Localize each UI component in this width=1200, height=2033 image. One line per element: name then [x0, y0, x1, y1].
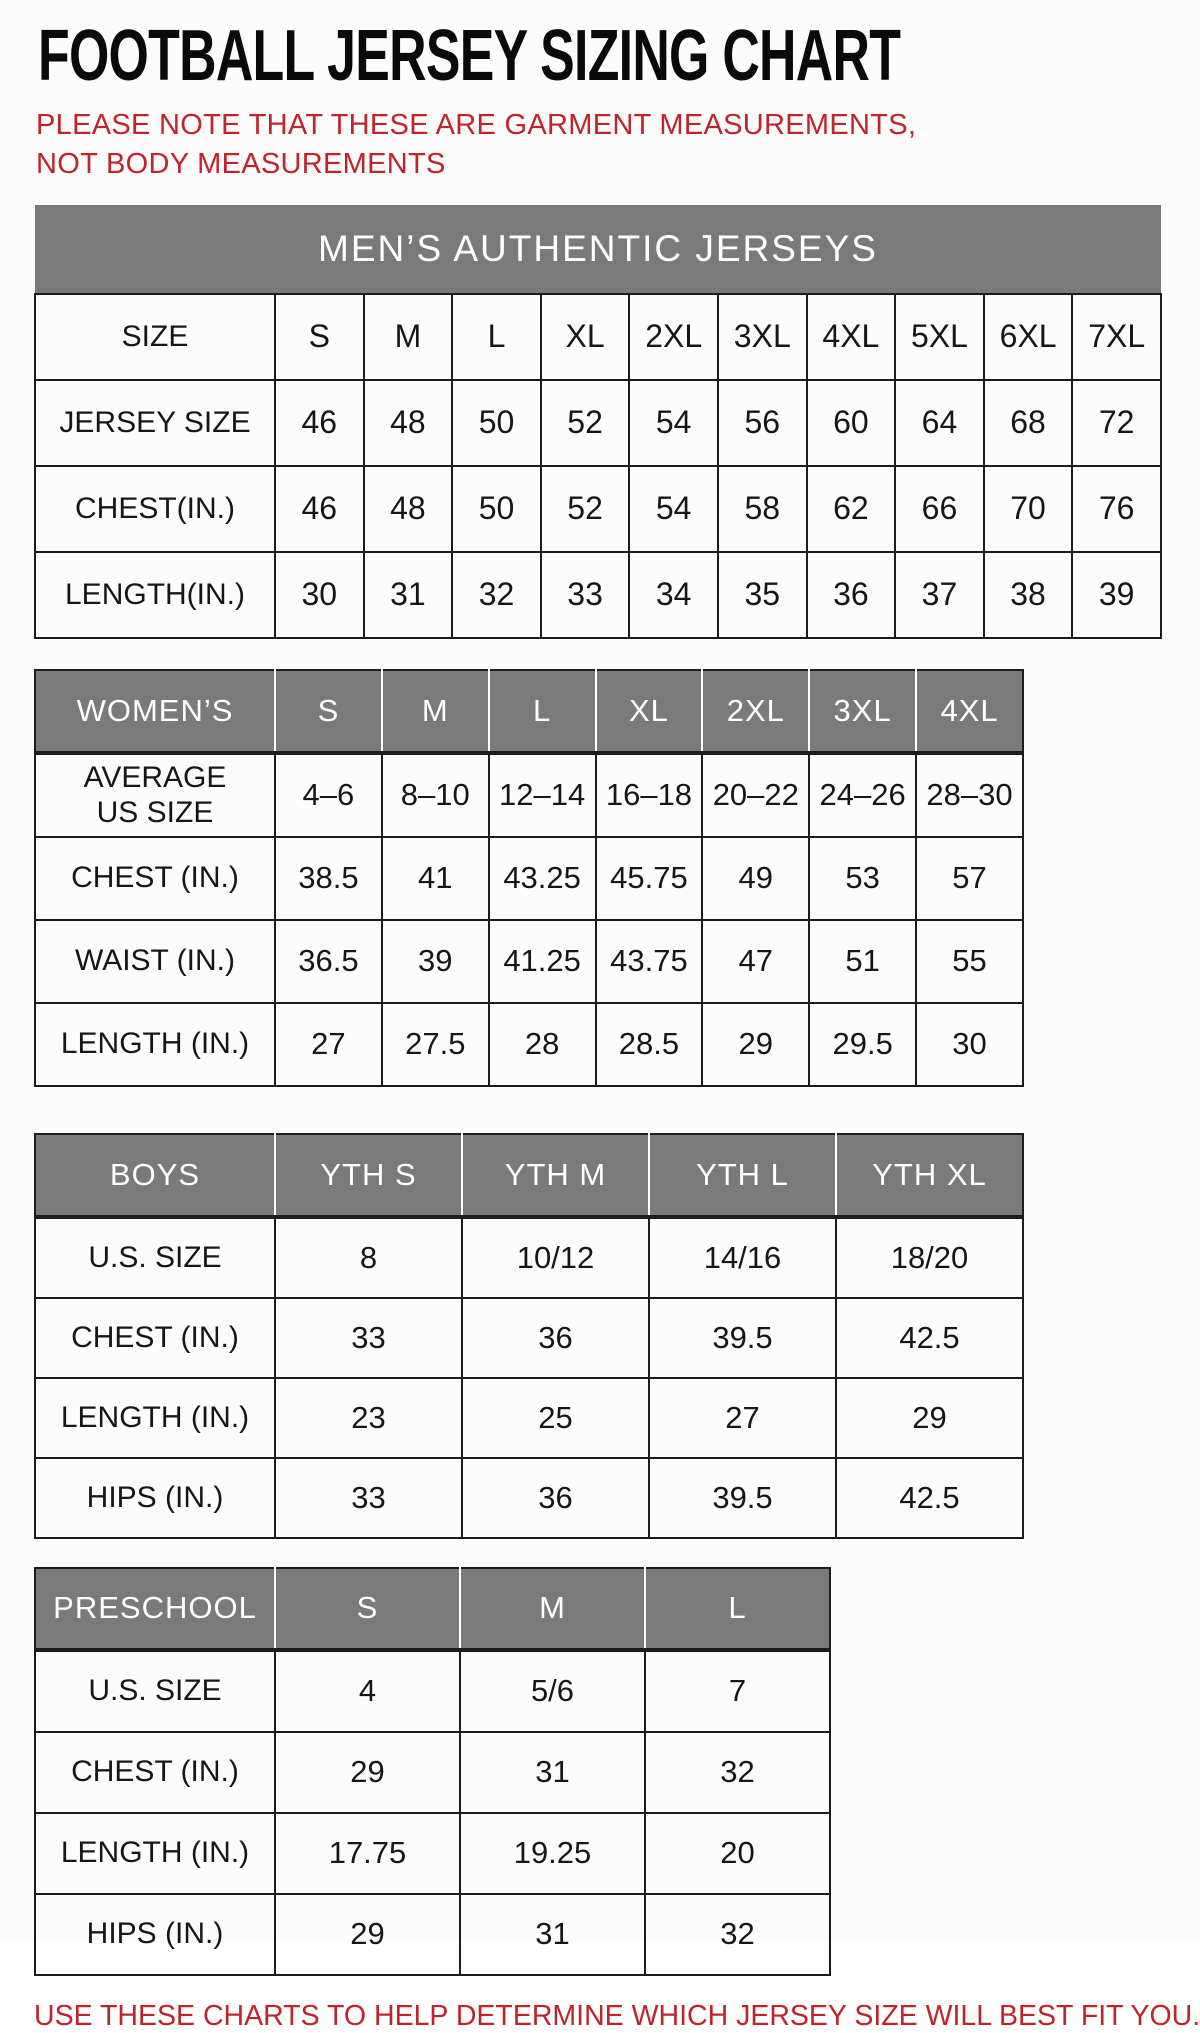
size-header-cell: S: [275, 670, 382, 753]
table-cell: 4XL: [807, 294, 896, 380]
table-cell: 46: [275, 380, 364, 466]
table-cell: 37: [895, 552, 984, 638]
table-cell: 32: [645, 1732, 830, 1813]
table-cell: 68: [984, 380, 1073, 466]
size-header-cell: L: [645, 1568, 830, 1650]
table-cell: 24–26: [809, 753, 916, 837]
table-cell: 64: [895, 380, 984, 466]
table-cell: 36: [807, 552, 896, 638]
table-cell: 23: [275, 1378, 462, 1458]
size-header-cell: 3XL: [809, 670, 916, 753]
row-label: HIPS (IN.): [35, 1894, 275, 1975]
table-cell: 66: [895, 466, 984, 552]
preschool-table: [34, 1567, 831, 1976]
table-cell: 29: [702, 1003, 809, 1086]
table-cell: 72: [1072, 380, 1161, 466]
size-header-cell: M: [460, 1568, 645, 1650]
table-cell: 43.75: [596, 920, 703, 1003]
table-cell: 56: [718, 380, 807, 466]
size-header-cell: 2XL: [702, 670, 809, 753]
table-cell: 46: [275, 466, 364, 552]
table-cell: 32: [645, 1894, 830, 1975]
row-label: LENGTH (IN.): [35, 1378, 275, 1458]
preschool-header-row: [35, 1568, 830, 1650]
row-label: LENGTH (IN.): [35, 1003, 275, 1086]
boys-header-row: [35, 1134, 1023, 1217]
table-cell: 39.5: [649, 1298, 836, 1378]
row-label: CHEST(IN.): [35, 466, 275, 552]
table-cell: 29: [275, 1894, 460, 1975]
row-label: SIZE: [35, 294, 275, 380]
table-cell: 54: [629, 466, 718, 552]
row-label: CHEST (IN.): [35, 837, 275, 920]
row-label: CHEST (IN.): [35, 1732, 275, 1813]
table-cell: 52: [541, 466, 630, 552]
table-cell: L: [452, 294, 541, 380]
size-header-cell: 4XL: [916, 670, 1023, 753]
size-header-cell: YTH M: [462, 1134, 649, 1217]
table-cell: 5/6: [460, 1650, 645, 1732]
table-row: [35, 466, 1161, 552]
table-row: [35, 1458, 1023, 1538]
table-cell: 36.5: [275, 920, 382, 1003]
table-row: [35, 380, 1161, 466]
size-header-cell: XL: [596, 670, 703, 753]
table-cell: 36: [462, 1298, 649, 1378]
table-cell: 20: [645, 1813, 830, 1894]
table-cell: 38: [984, 552, 1073, 638]
row-label: U.S. SIZE: [35, 1650, 275, 1732]
table-cell: 41.25: [489, 920, 596, 1003]
table-row: [35, 1732, 830, 1813]
table-cell: 19.25: [460, 1813, 645, 1894]
page-title: FOOTBALL JERSEY SIZING CHART: [38, 16, 901, 96]
table-row: [35, 1813, 830, 1894]
table-cell: 10/12: [462, 1217, 649, 1298]
table-cell: 49: [702, 837, 809, 920]
table-cell: 50: [452, 466, 541, 552]
table-cell: 29: [836, 1378, 1023, 1458]
size-header-cell: YTH XL: [836, 1134, 1023, 1217]
table-cell: 48: [364, 380, 453, 466]
table-cell: 29.5: [809, 1003, 916, 1086]
table-cell: 50: [452, 380, 541, 466]
table-cell: 55: [916, 920, 1023, 1003]
table-cell: 34: [629, 552, 718, 638]
row-label: HIPS (IN.): [35, 1458, 275, 1538]
table-cell: 42.5: [836, 1298, 1023, 1378]
table-cell: 8: [275, 1217, 462, 1298]
table-row: [35, 1298, 1023, 1378]
table-cell: M: [364, 294, 453, 380]
table-cell: 76: [1072, 466, 1161, 552]
table-cell: 32: [452, 552, 541, 638]
table-cell: 3XL: [718, 294, 807, 380]
table-row: [35, 1003, 1023, 1086]
table-cell: 6XL: [984, 294, 1073, 380]
table-cell: 8–10: [382, 753, 489, 837]
table-cell: 5XL: [895, 294, 984, 380]
table-cell: 31: [460, 1894, 645, 1975]
table-cell: 39: [1072, 552, 1161, 638]
table-cell: 43.25: [489, 837, 596, 920]
table-cell: 52: [541, 380, 630, 466]
table-cell: 2XL: [629, 294, 718, 380]
row-label: U.S. SIZE: [35, 1217, 275, 1298]
table-cell: 38.5: [275, 837, 382, 920]
table-cell: 53: [809, 837, 916, 920]
table-cell: 60: [807, 380, 896, 466]
table-row: [35, 1378, 1023, 1458]
table-cell: 31: [364, 552, 453, 638]
table-cell: 33: [275, 1458, 462, 1538]
table-cell: 51: [809, 920, 916, 1003]
table-cell: 28–30: [916, 753, 1023, 837]
row-label: LENGTH(IN.): [35, 552, 275, 638]
table-cell: 27: [649, 1378, 836, 1458]
table-cell: 33: [541, 552, 630, 638]
table-cell: 30: [916, 1003, 1023, 1086]
table-cell: 57: [916, 837, 1023, 920]
table-cell: 27.5: [382, 1003, 489, 1086]
womens-header-label: WOMEN’S: [35, 670, 275, 753]
table-cell: 33: [275, 1298, 462, 1378]
table-cell: XL: [541, 294, 630, 380]
table-cell: 7: [645, 1650, 830, 1732]
row-label-text: AVERAGE US SIZE: [83, 761, 227, 830]
table-row: [35, 837, 1023, 920]
size-header-cell: YTH S: [275, 1134, 462, 1217]
table-cell: 58: [718, 466, 807, 552]
table-cell: 42.5: [836, 1458, 1023, 1538]
table-row: [35, 1894, 830, 1975]
table-cell: 39: [382, 920, 489, 1003]
table-cell: 31: [460, 1732, 645, 1813]
boys-header-label: BOYS: [35, 1134, 275, 1217]
table-cell: 36: [462, 1458, 649, 1538]
table-cell: 25: [462, 1378, 649, 1458]
size-header-cell: S: [275, 1568, 460, 1650]
table-cell: 28: [489, 1003, 596, 1086]
table-cell: 29: [275, 1732, 460, 1813]
table-row: [35, 294, 1161, 380]
table-cell: 28.5: [596, 1003, 703, 1086]
table-row: [35, 753, 1023, 837]
table-cell: 14/16: [649, 1217, 836, 1298]
mens-authentic-jerseys-table: [34, 205, 1162, 639]
table-cell: 27: [275, 1003, 382, 1086]
mens-banner-row: [35, 205, 1161, 294]
table-row: [35, 552, 1161, 638]
table-cell: S: [275, 294, 364, 380]
womens-table: [34, 669, 1024, 1087]
row-label: WAIST (IN.): [35, 920, 275, 1003]
size-header-cell: L: [489, 670, 596, 753]
table-cell: 48: [364, 466, 453, 552]
footer-note-text: USE THESE CHARTS TO HELP DETERMINE WHICH JERSEY SIZE WILL BEST FIT YOU.: [34, 1999, 1200, 2032]
table-row: [35, 920, 1023, 1003]
row-label: LENGTH (IN.): [35, 1813, 275, 1894]
table-cell: 18/20: [836, 1217, 1023, 1298]
row-label: JERSEY SIZE: [35, 380, 275, 466]
table-row: [35, 1650, 830, 1732]
mens-table-banner: MEN’S AUTHENTIC JERSEYS: [35, 205, 1161, 294]
row-label: [35, 753, 275, 837]
size-header-cell: M: [382, 670, 489, 753]
table-cell: 47: [702, 920, 809, 1003]
table-cell: 20–22: [702, 753, 809, 837]
table-cell: 12–14: [489, 753, 596, 837]
table-cell: 41: [382, 837, 489, 920]
table-cell: 16–18: [596, 753, 703, 837]
table-cell: 30: [275, 552, 364, 638]
garment-note-text: PLEASE NOTE THAT THESE ARE GARMENT MEASUREMENTS, NOT BODY MEASUREMENTS: [36, 109, 917, 180]
size-header-cell: YTH L: [649, 1134, 836, 1217]
womens-header-row: [35, 670, 1023, 753]
table-cell: 4–6: [275, 753, 382, 837]
table-cell: 4: [275, 1650, 460, 1732]
table-cell: 54: [629, 380, 718, 466]
table-cell: 35: [718, 552, 807, 638]
table-row: [35, 1217, 1023, 1298]
table-cell: 39.5: [649, 1458, 836, 1538]
table-cell: 7XL: [1072, 294, 1161, 380]
table-cell: 17.75: [275, 1813, 460, 1894]
boys-table: [34, 1133, 1024, 1539]
table-cell: 70: [984, 466, 1073, 552]
row-label: CHEST (IN.): [35, 1298, 275, 1378]
preschool-header-label: PRESCHOOL: [35, 1568, 275, 1650]
table-cell: 62: [807, 466, 896, 552]
table-cell: 45.75: [596, 837, 703, 920]
